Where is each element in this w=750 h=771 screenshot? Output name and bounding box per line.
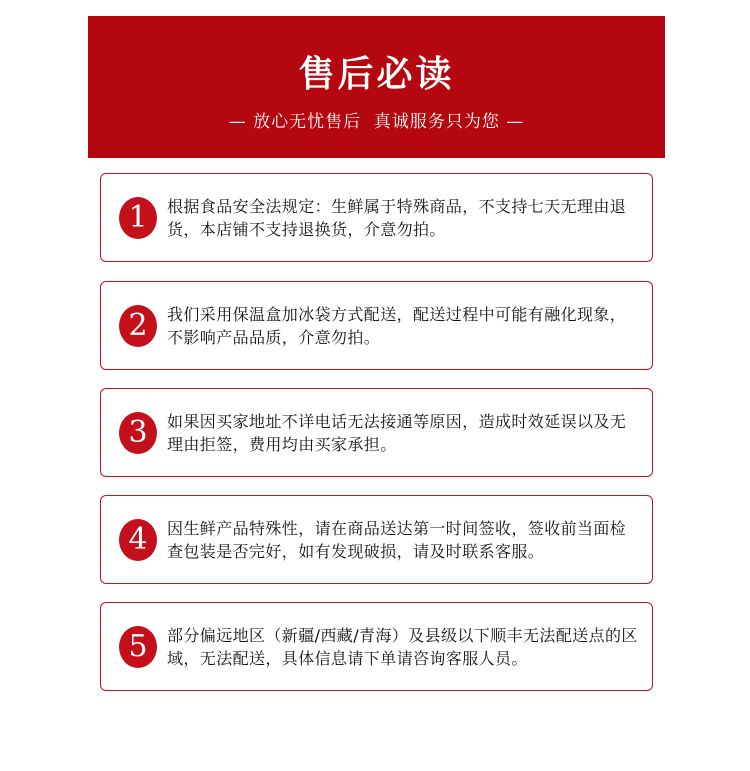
notice-text: 我们采用保温盒加冰袋方式配送，配送过程中可能有融化现象，不影响产品品质，介意勿拍。 [167,304,627,347]
number-badge: 2 [119,305,157,347]
notice-text: 根据食品安全法规定：生鲜属于特殊商品，不支持七天无理由退货，本店铺不支持退换货，介意勿拍。 [167,196,627,239]
number-badge: 3 [119,412,157,454]
notice-card [100,388,653,477]
notice-text: 如果因买家地址不详电话无法接通等原因，造成时效延误以及无理由拒签，费用均由买家承担。 [167,411,627,454]
notice-card [100,495,653,584]
notice-card [100,281,653,370]
number-badge: 1 [119,197,157,239]
notice-card [100,173,653,262]
notice-text: 因生鲜产品特殊性，请在商品送达第一时间签收，签收前当面检查包装是否完好，如有发现破损，请及时联系客服。 [167,518,627,561]
notice-text: 部分偏远地区（新疆/西藏/青海）及县级以下顺丰无法配送点的区域，无法配送，具体信息请下单请咨询客服人员。 [167,625,638,668]
header-banner [88,16,665,158]
notice-card [100,602,653,691]
page-subtitle: — 放心无忧售后 真诚服务只为您 — [228,112,525,132]
number-badge: 4 [119,519,157,561]
number-badge: 5 [119,626,157,668]
page-title: 售后必读 [298,53,455,95]
